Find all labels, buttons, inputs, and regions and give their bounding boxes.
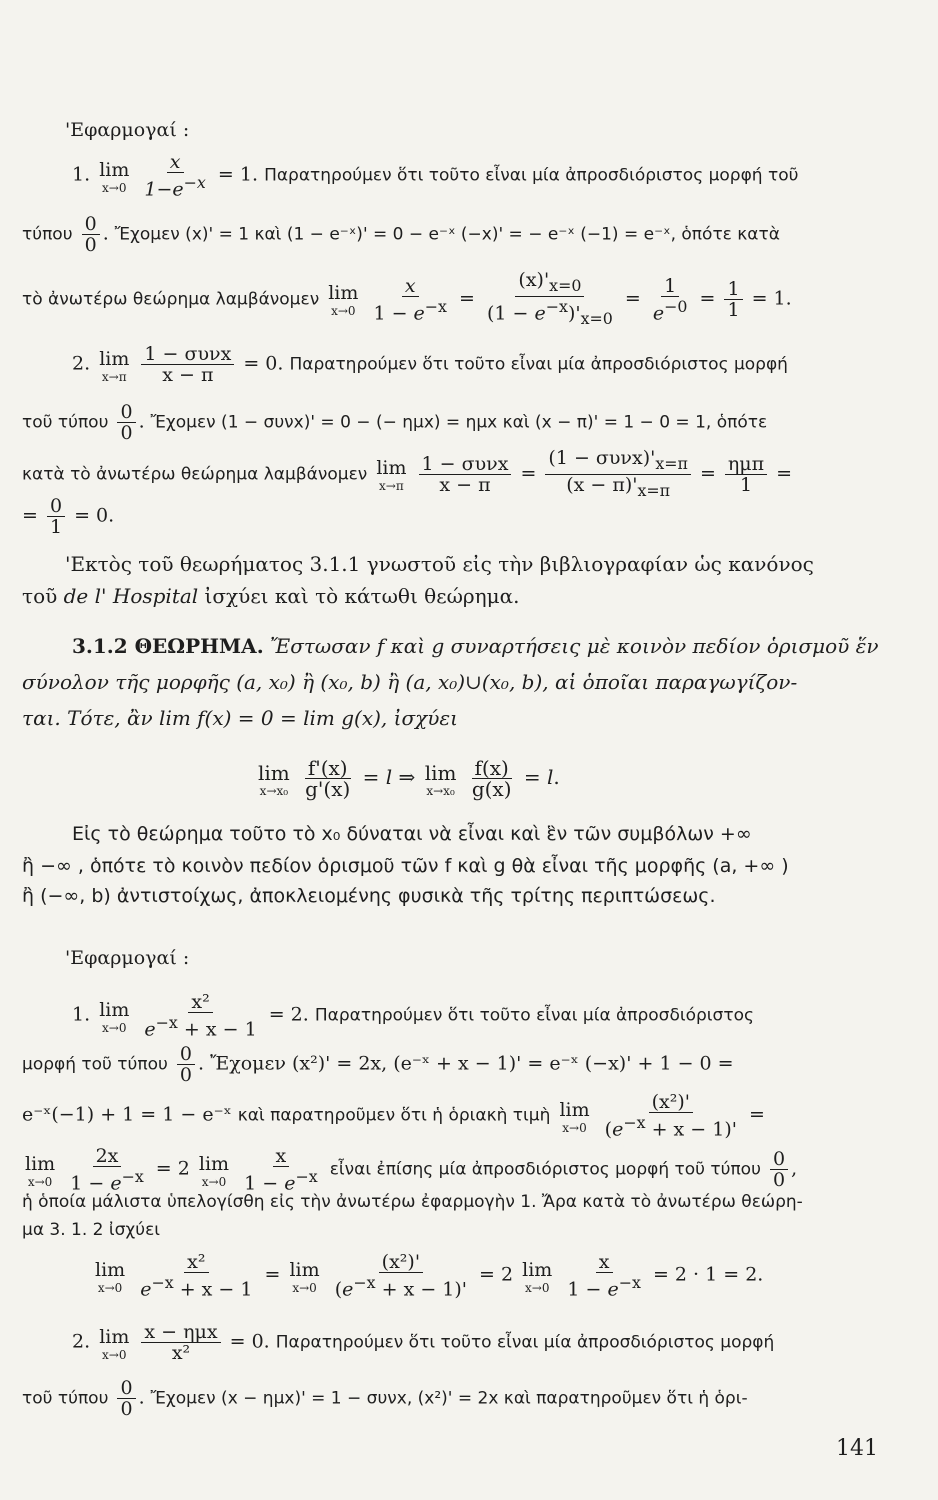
remark-line: ἢ −∞ , ὁπότε τὸ κοινὸν πεδίον ὁρισμοῦ τῶν f καὶ g θὰ εἶναι τῆς μορφῆς (a, +∞ ) <box>22 855 789 877</box>
theorem-line-1: 3.1.2 ΘΕΩΡΗΜΑ. Ἔστωσαν f καὶ g συναρτήσεις μὲ κοινὸν πεδίον ὁρισμοῦ ἕν <box>72 634 879 658</box>
application-2-line-4: = $\frac{0}{1}$ = 0. <box>22 495 115 538</box>
application-4-line-1: 2. lim x→0 $\frac{\text{x − ημx}}{\text{x²}}$ = 0. Παρατηρούμεν ὅτι τοῦτο εἶναι μία ἀπροσδιόριστος μορφή <box>72 1321 775 1364</box>
application-1-line-1: 1. lim x→0 $\frac{x}{1-e^{-x}}$ = 1. Παρατηρούμεν ὅτι τοῦτο εἶναι μία ἀπροσδιόριστος μορφή τοῦ <box>72 151 799 201</box>
remark-line: Εἰς τὸ θεώρημα τοῦτο τὸ x₀ δύναται νὰ εἶναι καὶ ἓν τῶν συμβόλων +∞ <box>72 823 752 845</box>
paragraph-line: τοῦ de l' Hospital ἰσχύει καὶ τὸ κάτωθι θεώρημα. <box>22 584 520 608</box>
application-1-line-3: τὸ ἀνωτέρω θεώρημα λαμβάνομεν lim x→0 $\frac{x}{1 - e^{-x}}$ = $\frac{(x)'_{x=0}}{(1 - e^{-x})'_{x=0}}$ = $\frac{1}{e^{-0}}$ = $\frac{1}{1}$ = 1. <box>22 269 792 328</box>
item-label: 1. <box>72 163 91 186</box>
theorem-line-2: σύνολον τῆς μορφῆς (a, x₀) ἢ (x₀, b) ἢ (a, x₀)∪(x₀, b), αἱ ὁποῖαι παραγωγίζον- <box>22 670 798 694</box>
application-4-line-2: τοῦ τύπου $\frac{0}{0}$ . Ἔχομεν (x − ημx)' = 1 − συνx, (x²)' = 2x καὶ παρατηροῦμεν ὅτι ἡ ὁρι- <box>22 1377 748 1420</box>
theorem-formula: lim x→x₀ $\frac{f'(x)}{g'(x)}$ = l ⇒ lim x→x₀ $\frac{f(x)}{g(x)}$ = l. <box>258 756 560 801</box>
application-2-line-2: τοῦ τύπου $\frac{0}{0}$ . Ἔχομεν (1 − συνx)' = 0 − (− ημx) = ημx καὶ (x − π)' = 1 − 0 = 1, ὁπότε <box>22 401 768 444</box>
text: Παρατηρούμεν ὅτι τοῦτο εἶναι μία ἀπροσδιόριστος μορφή τοῦ <box>264 165 799 186</box>
theorem-line-3: ται. Τότε, ἂν lim f(x) = 0 = lim g(x), ἰσχύει <box>22 706 458 730</box>
application-3-line-3: e⁻ˣ(−1) + 1 = 1 − e⁻ˣ καὶ παρατηροῦμεν ὅτι ἡ ὁριακὴ τιμὴ lim x→0 $\frac{\text{(x²)'}}{(e^{-x} + x - 1)'}$ = <box>22 1091 765 1141</box>
application-3-line-2: μορφή τοῦ τύπου $\frac{0}{0}$ . Ἔχομεν (x²)' = 2x, (e⁻ˣ + x − 1)' = e⁻ˣ (−x)' + 1 − 0 = <box>22 1043 734 1086</box>
section-heading: 'Εφαρμογαί : <box>65 119 190 141</box>
application-3-formula: lim x→0 $\frac{\text{x²}}{e^{-x} + x - 1}$ = lim x→0 $\frac{\text{(x²)'}}{(e^{-x} + x - 1)'}$ = 2 lim x→0 $\frac{x}{1 - e^{-x}}$ = 2 · 1 = 2. <box>95 1251 764 1301</box>
remark-line: ἢ (−∞, b) ἀντιστοίχως, ἀποκλειομένης φυσικὰ τῆς τρίτης περιπτώσεως. <box>22 885 716 907</box>
page-number: 141 <box>836 1436 878 1461</box>
application-2-line-3: κατὰ τὸ ἀνωτέρω θεώρημα λαμβάνομεν lim x→π $\frac{\text{1 − συνx}}{x - \pi}$ = $\frac{(1 - \sigma\upsilon\nu x)'_{x=\pi}}{(x - \pi)'_{x=\pi}}$ = $\frac{\text{ημπ}}{1}$ = <box>22 447 793 500</box>
application-3-line-4: lim x→0 $\frac{2x}{1 - e^{-x}}$ = 2 lim x→0 $\frac{x}{1 - e^{-x}}$ εἶναι ἐπίσης μία ἀπροσδιόριστος μορφή τοῦ τύπου $\frac{0}{0}$ , <box>25 1145 798 1195</box>
application-3-line-1: 1. lim x→0 $\frac{\text{x²}}{e^{-x} + x - 1}$ = 2. Παρατηρούμεν ὅτι τοῦτο εἶναι μία ἀπροσδιόριστος <box>72 991 754 1041</box>
section-heading: 'Εφαρμογαί : <box>65 947 190 969</box>
theorem-title: 3.1.2 ΘΕΩΡΗΜΑ. <box>72 634 264 658</box>
application-2-line-1: 2. lim x→π $\frac{\text{1 − συνx}}{x - \pi}$ = 0. Παρατηρούμεν ὅτι τοῦτο εἶναι μία ἀπροσδιόριστος μορφή <box>72 343 788 386</box>
application-1-line-2: τύπου $\frac{0}{0}$ . Ἔχομεν (x)' = 1 καὶ (1 − e⁻ˣ)' = 0 − e⁻ˣ (−x)' = − e⁻ˣ (−1) = e⁻ˣ, ὁπότε κατὰ <box>22 213 780 256</box>
paragraph-line: 'Εκτὸς τοῦ θεωρήματος 3.1.1 γνωστοῦ εἰς τὴν βιβλιογραφίαν ὡς κανόνος <box>65 552 814 576</box>
application-3-line-6: μα 3. 1. 2 ἰσχύει <box>22 1220 161 1240</box>
application-3-line-5: ἡ ὁποία μάλιστα ὑπελογίσθη εἰς τὴν ἀνωτέρω ἐφαρμογὴν 1. Ἄρα κατὰ τὸ ἀνωτέρω θεώρη- <box>22 1192 803 1212</box>
